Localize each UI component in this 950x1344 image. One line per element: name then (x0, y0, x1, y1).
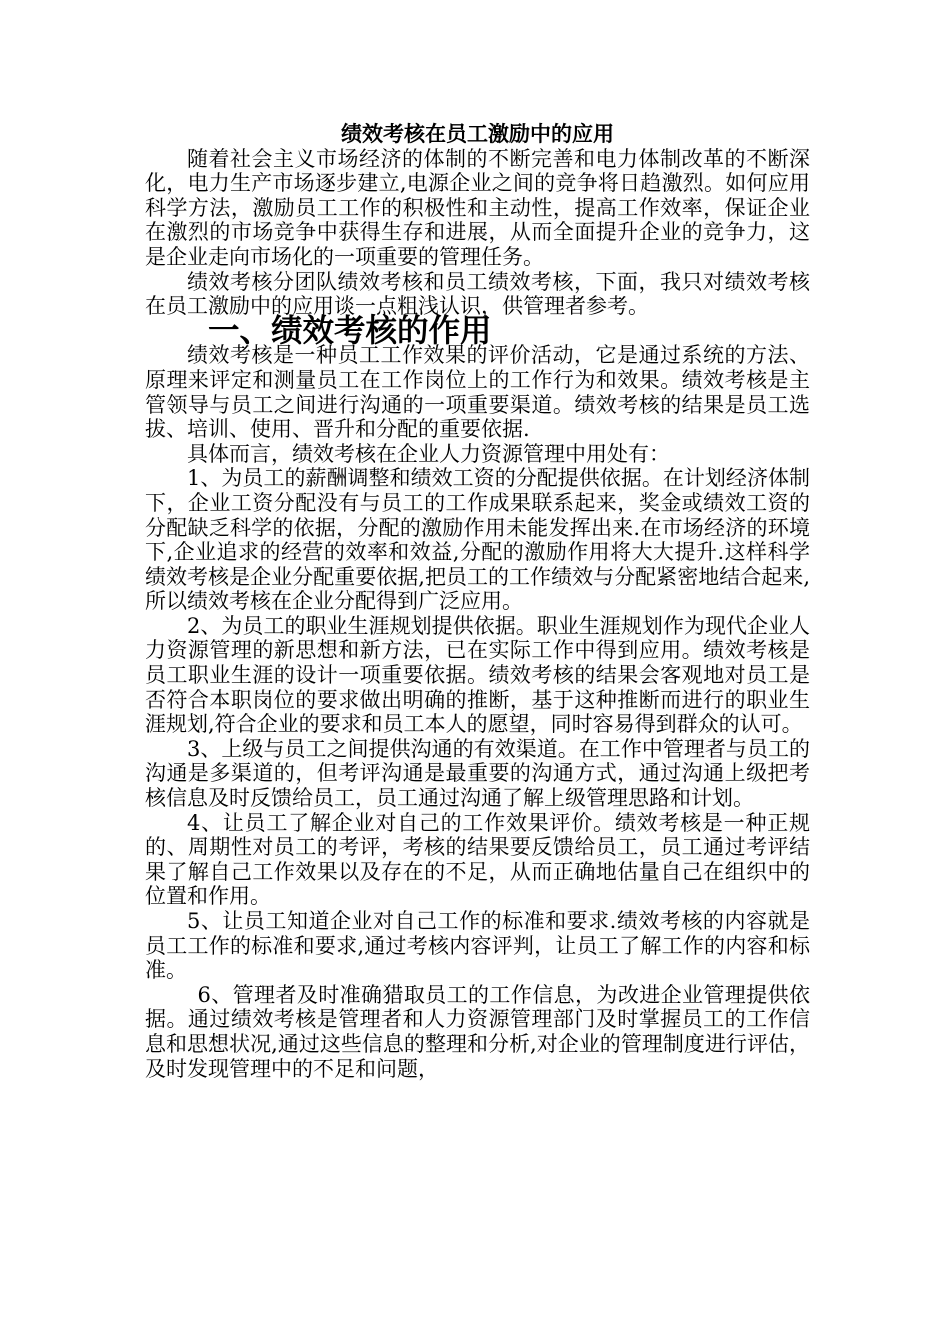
section-paragraph-summary: 具体而言，绩效考核在企业人力资源管理中用处有： (187, 441, 670, 466)
intro-paragraph-2: 绩效考核分团队绩效考核和员工绩效考核，下面，我只对绩效考核在员工激励中的应用谈一点粗浅认识，供管理者参考。 (145, 269, 810, 319)
list-item-3: 3、上级与员工之间提供沟通的有效渠道。在工作中管理者与员工的沟通是多渠道的，但考评沟通是最重要的沟通方式，通过沟通上级把考核信息及时反馈给员工，员工通过沟通了解上级管理思路和计划。 (145, 736, 810, 811)
list-item-4: 4、让员工了解企业对自己的工作效果评价。绩效考核是一种正规的、周期性对员工的考评，考核的结果要反馈给员工，员工通过考评结果了解自己工作效果以及存在的不足，从而正确地估量自己在组织中的位置和作用。 (145, 810, 810, 909)
document-title: 绩效考核在员工激励中的应用 (341, 122, 614, 146)
list-item-5: 5、让员工知道企业对自己工作的标准和要求.绩效考核的内容就是员工工作的标准和要求,通过考核内容评判，让员工了解工作的内容和标准。 (145, 909, 810, 983)
section-paragraph-definition: 绩效考核是一种员工工作效果的评价活动，它是通过系统的方法、原理来评定和测量员工在工作岗位上的工作行为和效果。绩效考核是主管领导与员工之间进行沟通的一项重要渠道。绩效考核的结果是员工选拔、培训、使用、晋升和分配的重要依据. (145, 343, 810, 442)
section-heading-role: 一、绩效考核的作用 (208, 312, 492, 349)
intro-paragraph-1: 随着社会主义市场经济的体制的不断完善和电力体制改革的不断深化，电力生产市场逐步建立,电源企业之间的竞争将日趋激烈。如何应用科学方法，激励员工工作的积极性和主动性，提高工作效率，保证企业在激烈的市场竞争中获得生存和进展，从而全面提升企业的竞争力，这是企业走向市场化的一项重要的管理任务。 (145, 146, 810, 269)
list-item-2: 2、为员工的职业生涯规划提供依据。职业生涯规划作为现代企业人力资源管理的新思想和新方法，已在实际工作中得到应用。绩效考核是员工职业生涯的设计一项重要依据。绩效考核的结果会客观地对员工是否符合本职岗位的要求做出明确的推断，基于这种推断而进行的职业生涯规划,符合企业的要求和员工本人的愿望，同时容易得到群众的认可。 (145, 613, 810, 737)
document-body (145, 122, 810, 1081)
list-item-6: 6、管理者及时准确猎取员工的工作信息，为改进企业管理提供依据。通过绩效考核是管理者和人力资源管理部门及时掌握员工的工作信息和思想状况,通过这些信息的整理和分析,对企业的管理制度进行评估，及时发现管理中的不足和问题， (145, 982, 810, 1081)
list-item-1: 1、为员工的薪酬调整和绩效工资的分配提供依据。在计划经济体制下，企业工资分配没有与员工的工作成果联系起来，奖金或绩效工资的分配缺乏科学的依据，分配的激励作用未能发挥出来.在市场经济的环境下,企业追求的经营的效率和效益,分配的激励作用将大大提升.这样科学绩效考核是企业分配重要依据,把员工的工作绩效与分配紧密地结合起来,所以绩效考核在企业分配得到广泛应用。 (145, 466, 810, 614)
